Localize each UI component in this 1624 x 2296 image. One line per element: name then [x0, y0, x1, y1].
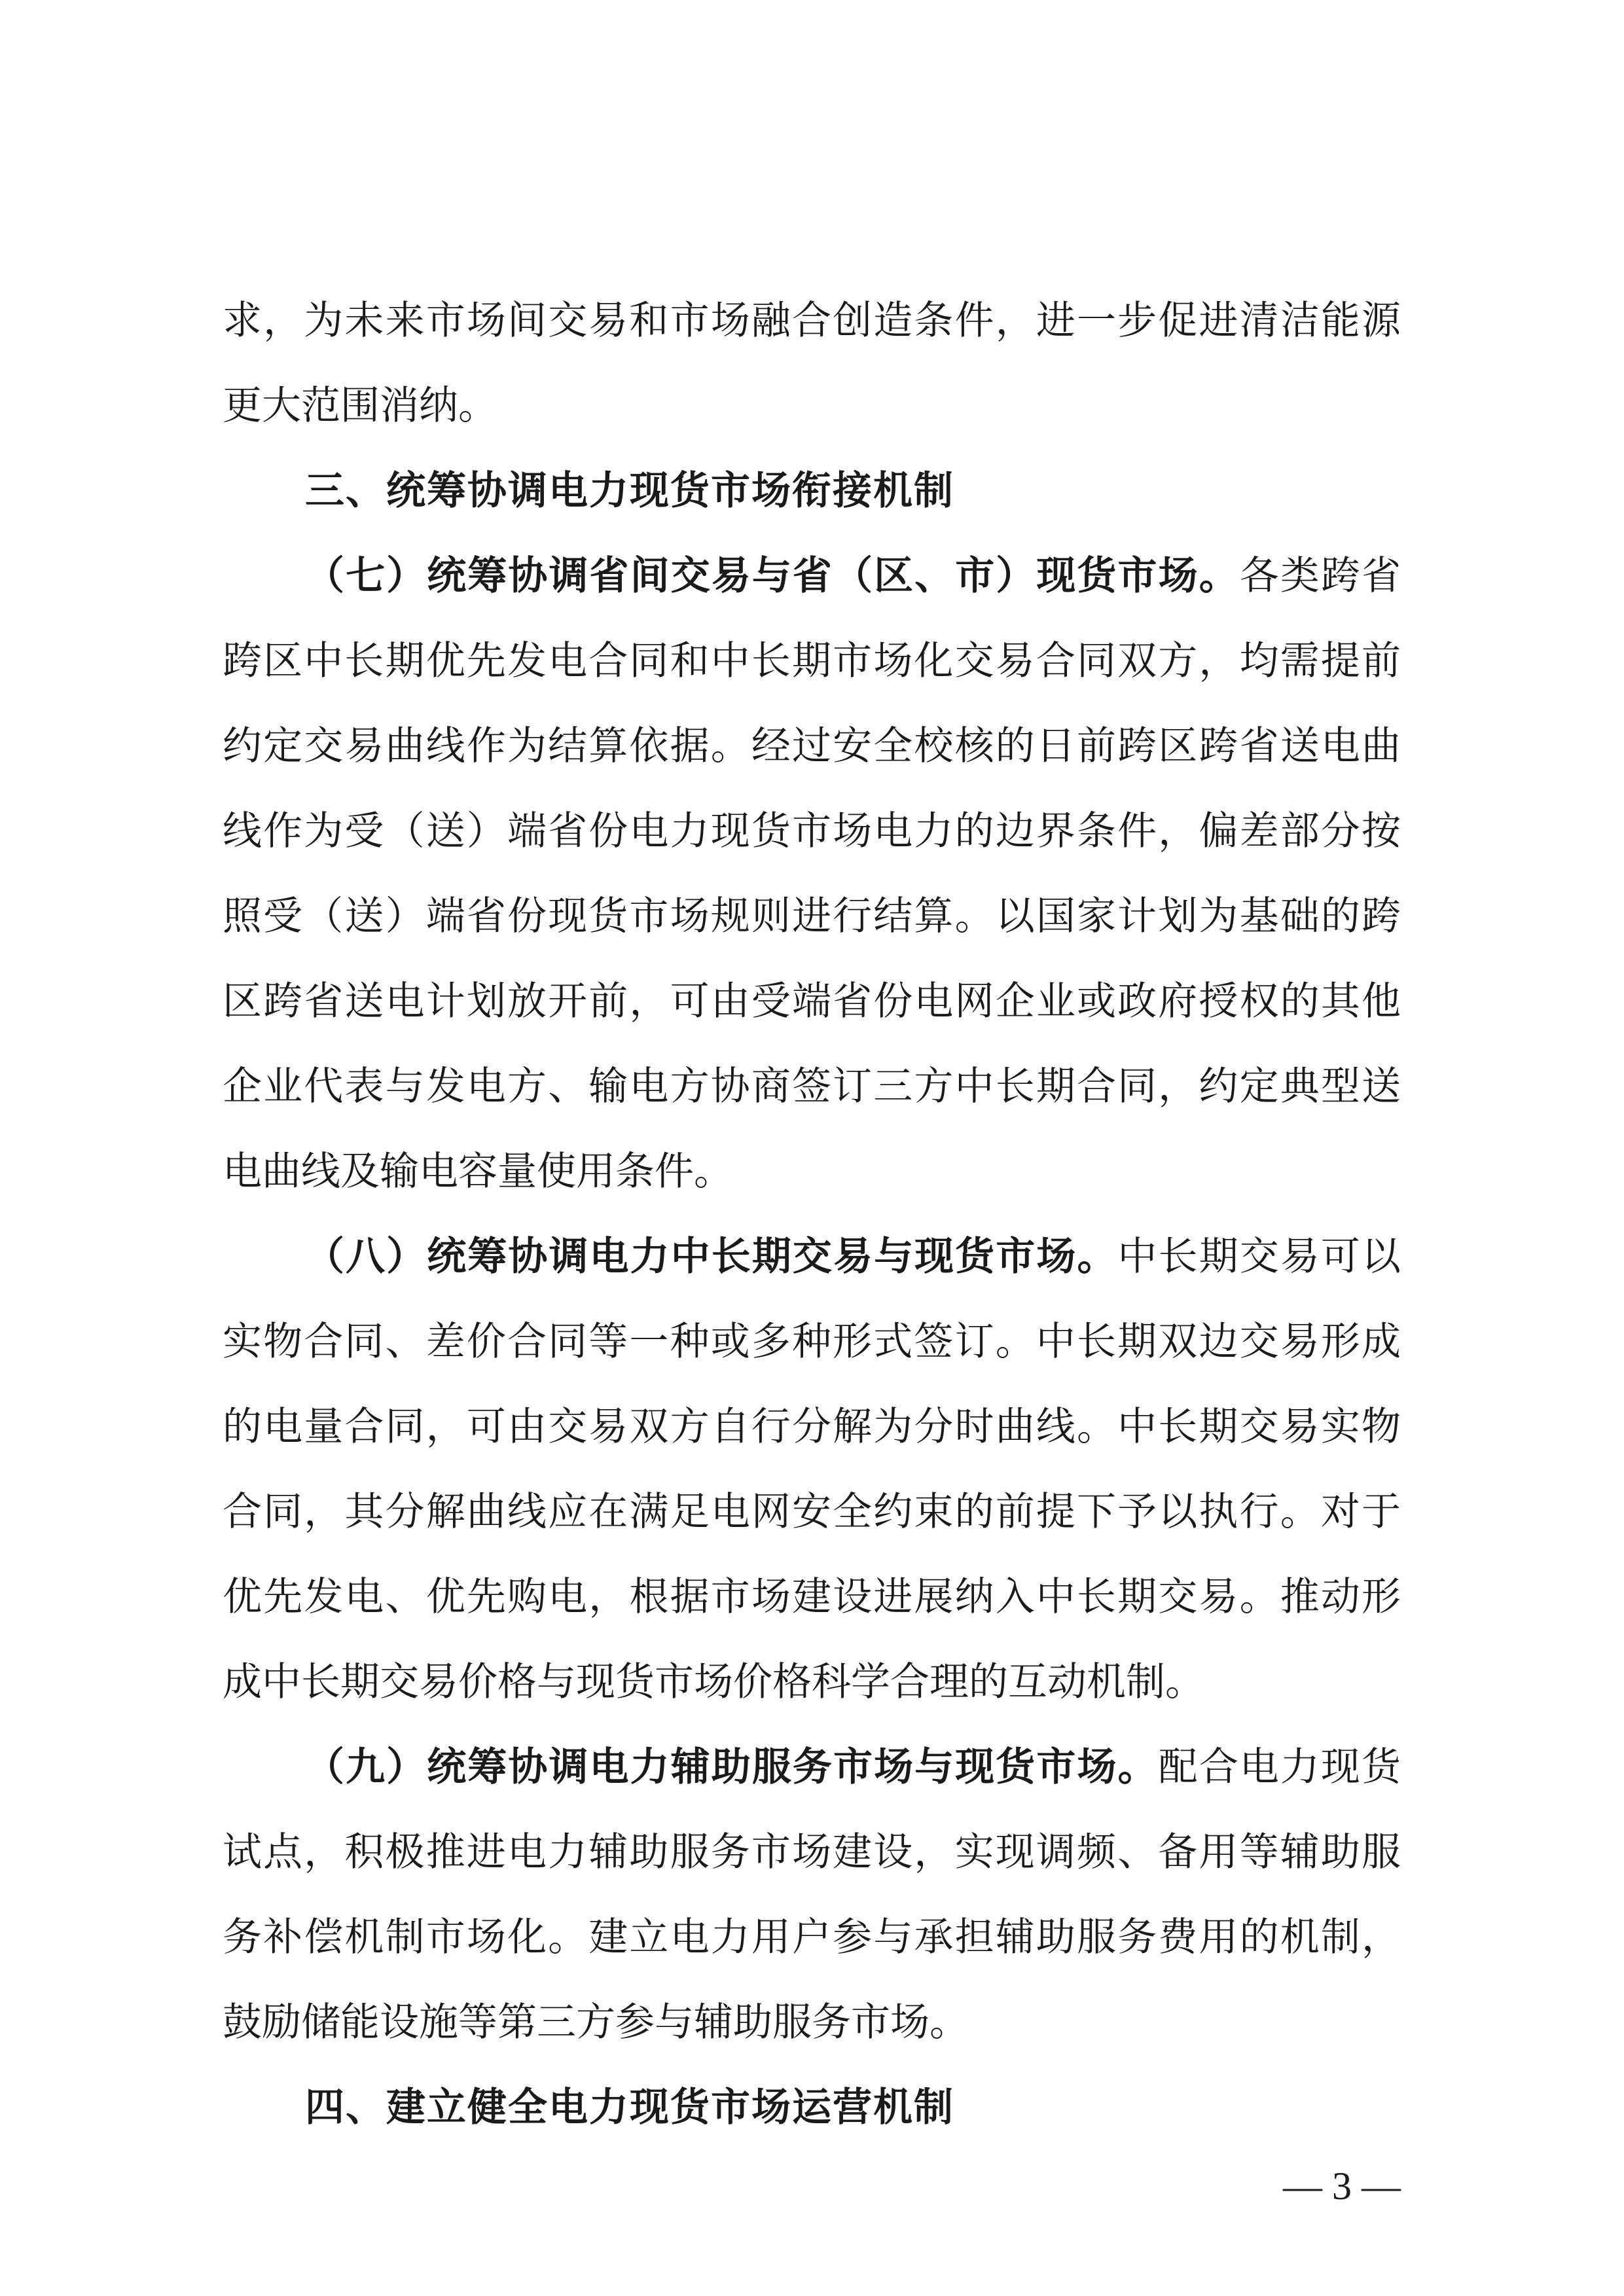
body-line: 照受（送）端省份现货市场规则进行结算。以国家计划为基础的跨: [223, 893, 1401, 939]
body-line: 优先发电、优先购电，根据市场建设进展纳入中长期交易。推动形: [223, 1574, 1401, 1620]
body-line: 合同，其分解曲线应在满足电网安全约束的前提下予以执行。对于: [223, 1489, 1401, 1535]
body-line: 试点，积极推进电力辅助服务市场建设，实现调频、备用等辅助服: [223, 1829, 1401, 1875]
paragraph-first-line: [305, 533, 1401, 619]
body-text: 配合电力现货: [1158, 1744, 1401, 1790]
body-line: 更大范围消纳。: [223, 383, 497, 429]
page-number: — 3 —: [1283, 2164, 1401, 2208]
body-text: 各类跨省: [1239, 553, 1401, 599]
body-line: 企业代表与发电方、输电方协商签订三方中长期合同，约定典型送: [223, 1064, 1401, 1109]
body-line: 约定交易曲线作为结算依据。经过安全校核的日前跨区跨省送电曲: [223, 723, 1401, 769]
body-line: 区跨省送电计划放开前，可由受端省份电网企业或政府授权的其他: [223, 978, 1401, 1024]
body-line: 线作为受（送）端省份电力现货市场电力的边界条件，偏差部分按: [223, 808, 1401, 854]
subsection-title: （七）统筹协调省间交易与省（区、市）现货市场。: [305, 553, 1240, 599]
body-line: 务补偿机制市场化。建立电力用户参与承担辅助服务费用的机制，: [223, 1914, 1401, 1960]
body-line: 跨区中长期优先发电合同和中长期市场化交易合同双方，均需提前: [223, 638, 1401, 684]
body-line: 的电量合同，可由交易双方自行分解为分时曲线。中长期交易实物: [223, 1404, 1401, 1450]
subsection-title: （九）统筹协调电力辅助服务市场与现货市场。: [305, 1744, 1159, 1790]
paragraph-first-line: [305, 1725, 1401, 1810]
body-text: 中长期交易可以: [1117, 1234, 1401, 1280]
subsection-title: （八）统筹协调电力中长期交易与现货市场。: [305, 1234, 1118, 1280]
paragraph-first-line: [305, 1214, 1401, 1299]
body-line: 鼓励储能设施等第三方参与辅助服务市场。: [223, 2000, 969, 2045]
body-line: 成中长期交易价格与现货市场价格科学合理的互动机制。: [223, 1659, 1204, 1705]
body-line: 电曲线及输电容量使用条件。: [223, 1149, 733, 1194]
body-line: 求，为未来市场间交易和市场融合创造条件，进一步促进清洁能源: [223, 298, 1401, 344]
body-line: 实物合同、差价合同等一种或多种形式签订。中长期双边交易形成: [223, 1319, 1401, 1365]
section-heading: 三、统筹协调电力现货市场衔接机制: [305, 468, 954, 514]
section-heading: 四、建立健全电力现货市场运营机制: [305, 2085, 954, 2130]
